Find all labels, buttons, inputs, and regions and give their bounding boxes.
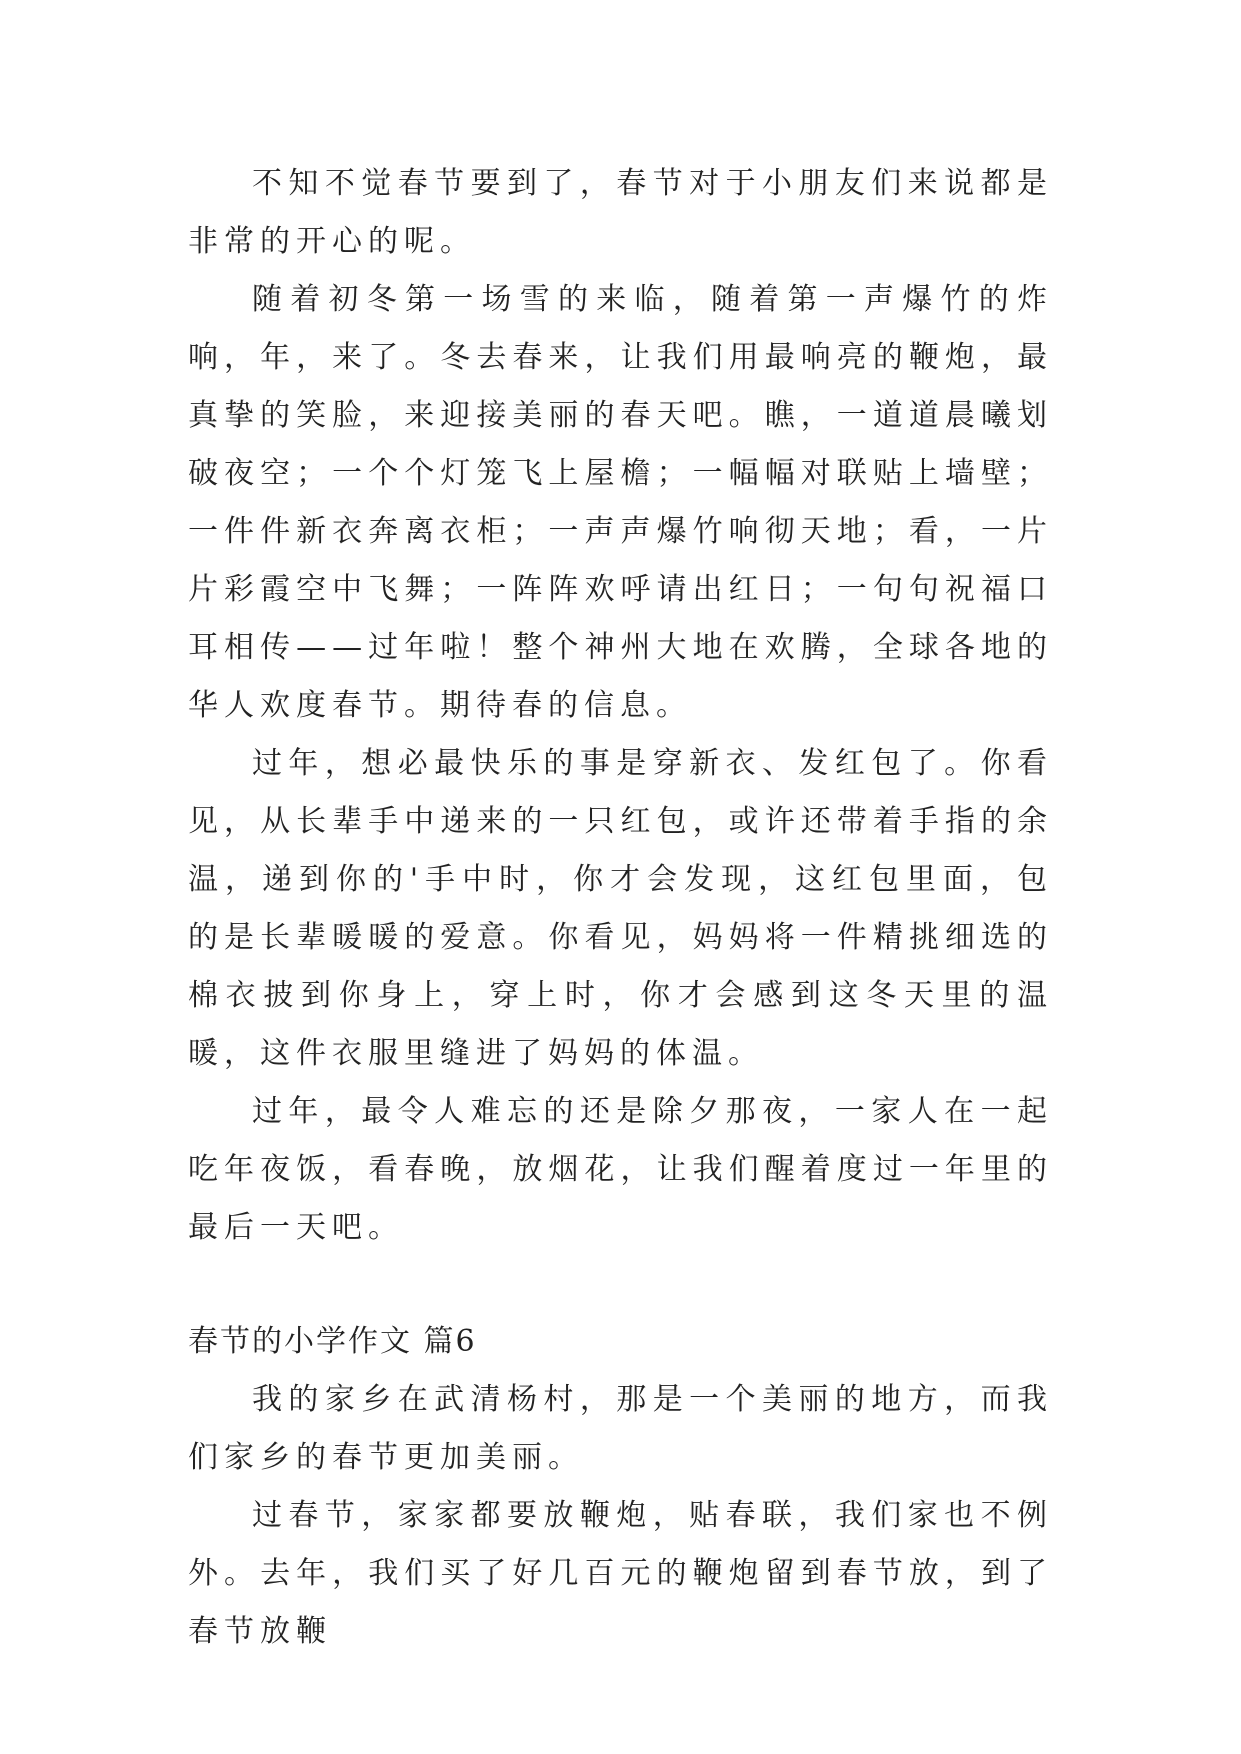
paragraph: 随着初冬第一场雪的来临，随着第一声爆竹的炸响，年，来了。冬去春来，让我们用最响亮的鞭炮，最真挚的笑脸，来迎接美丽的春天吧。瞧，一道道晨曦划破夜空；一个个灯笼飞上屋檐；一幅幅对联贴上墙壁；一件件新衣奔离衣柜；一声声爆竹响彻天地；看，一片片彩霞空中飞舞；一阵阵欢呼请出红日；一句句祝福口耳相传——过年啦！整个神州大地在欢腾，全球各地的华人欢度春节。期待春的信息。 <box>188 282 1053 723</box>
document-body <box>188 155 1053 1661</box>
section-heading: 春节的小学作文 篇6 <box>188 1324 477 1359</box>
paragraph: 我的家乡在武清杨村，那是一个美丽的地方，而我们家乡的春节更加美丽。 <box>188 1382 1053 1475</box>
paragraph: 过春节，家家都要放鞭炮，贴春联，我们家也不例外。去年，我们买了好几百元的鞭炮留到春节放，到了春节放鞭 <box>188 1498 1053 1649</box>
paragraph: 过年，想必最快乐的事是穿新衣、发红包了。你看见，从长辈手中递来的一只红包，或许还带着手指的余温，递到你的'手中时，你才会发现，这红包里面，包的是长辈暖暖的爱意。你看见，妈妈将一件精挑细选的棉衣披到你身上，穿上时，你才会感到这冬天里的温暖，这件衣服里缝进了妈妈的体温。 <box>188 746 1053 1071</box>
paragraph: 过年，最令人难忘的还是除夕那夜，一家人在一起吃年夜饭，看春晚，放烟花，让我们醒着度过一年里的最后一天吧。 <box>188 1094 1053 1245</box>
paragraph: 不知不觉春节要到了，春节对于小朋友们来说都是非常的开心的呢。 <box>188 166 1053 259</box>
